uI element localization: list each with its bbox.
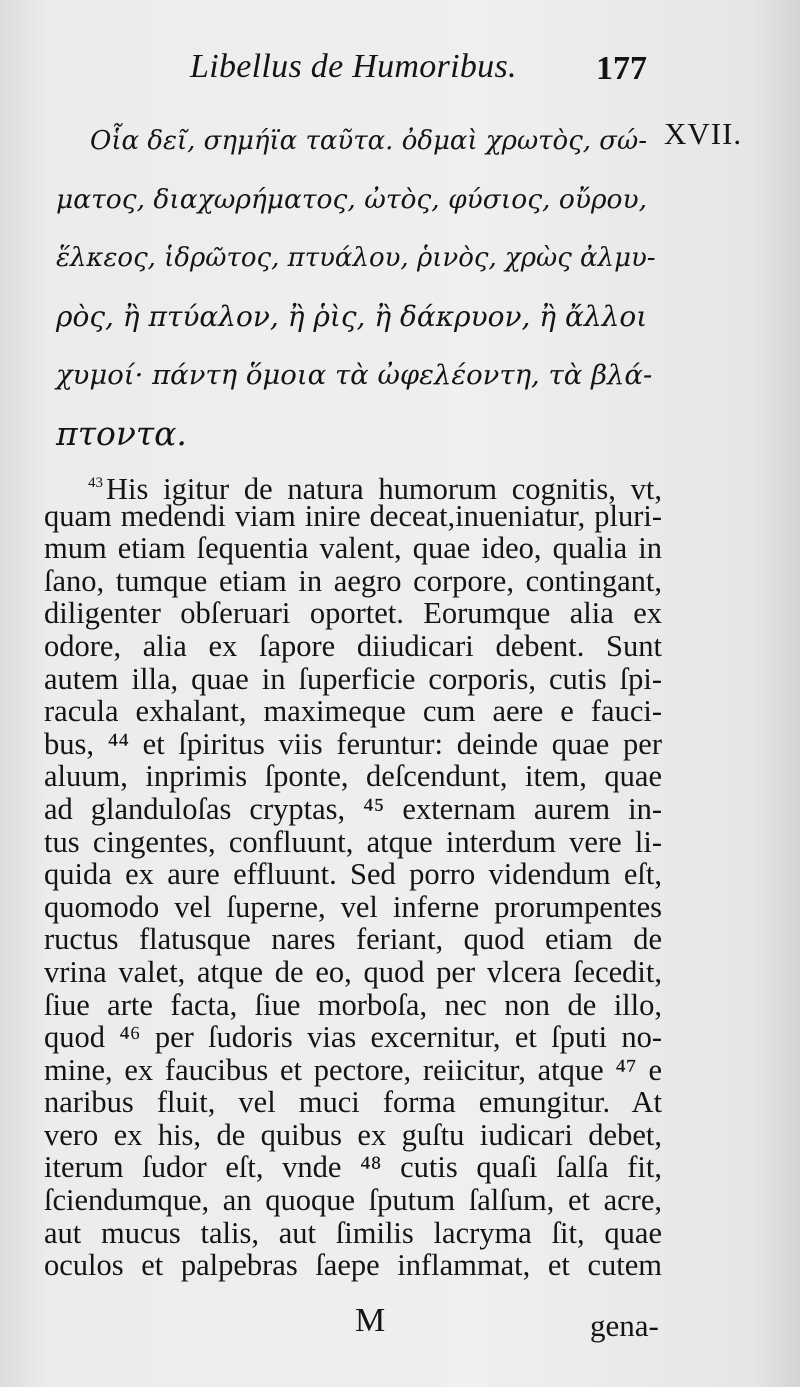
latin-line: quod ⁴⁶ per ſudoris vias excernitur, et ſputi no-	[44, 1020, 662, 1055]
greek-line: ρὸς, ἢ πτύαλον, ἢ ῥὶς, ἢ δάκρυον, ἢ ἄλλοι	[56, 299, 648, 333]
latin-line: ad glanduloſas cryptas, ⁴⁵ externam aurem in-	[44, 791, 662, 826]
latin-line: ſiue arte facta, ſiue morboſa, nec non de illo,	[44, 987, 662, 1022]
latin-line: diligenter obſeruari oportet. Eorumque alia ex	[44, 596, 662, 631]
margin-section-number: XVII.	[664, 116, 743, 151]
latin-line: ructus flatusque nares feriant, quod etiam de	[44, 922, 662, 957]
greek-line: ἕλκεος, ἱδρῶτος, πτυάλου, ῥινὸς, χρὼς ἀλμυ-	[56, 243, 656, 273]
latin-line: vero ex his, de quibus ex guſtu iudicari debet,	[44, 1117, 662, 1152]
latin-line: ſano, tumque etiam in aegro corpore, contingant,	[44, 563, 662, 598]
latin-line: oculos et palpebras ſaepe inflammat, et cutem	[44, 1248, 662, 1283]
greek-line: πτοντα.	[56, 413, 187, 453]
latin-line-text: His igitur de natura humorum cognitis, vt,	[106, 472, 662, 506]
latin-line: tus cingentes, confluunt, atque interdum vere li-	[44, 824, 662, 859]
latin-line: ſciendumque, an quoque ſputum ſalſum, et acre,	[44, 1183, 662, 1218]
latin-line: iterum ſudor eſt, vnde ⁴⁸ cutis quaſi ſalſa fit,	[44, 1150, 662, 1185]
greek-passage	[56, 112, 656, 463]
latin-line: autem illa, quae in ſuperficie corporis, cutis ſpi-	[44, 661, 662, 696]
latin-line: vrina valet, atque de eo, quod per vlcera ſecedit,	[44, 954, 662, 989]
greek-line: χυμοί· πάντη ὅμοια τὰ ὠφελέοντη, τὰ βλά-	[56, 359, 653, 391]
greek-line: Οἷα δεῖ, σημήϊα ταῦτα. ὀδμαὶ χρωτὸς, σώ-	[90, 126, 648, 156]
latin-line: odore, alia ex ſapore diiudicari debent. Sunt	[44, 628, 662, 663]
page-number: 177	[596, 50, 647, 87]
latin-line: quam medendi viam inire deceat,inueniatur, pluri-	[44, 498, 662, 533]
greek-line: ματος, διαχωρήματος, ὠτὸς, φύσιος, οὔρου,	[56, 183, 648, 215]
latin-line: quomodo vel ſuperne, vel inferne prorumpentes	[44, 889, 662, 924]
latin-line: naribus fluit, vel muci forma emungitur. At	[44, 1085, 662, 1120]
footnote-marker: 43	[88, 475, 103, 491]
latin-line: aluum, inprimis ſponte, deſcendunt, item, quae	[44, 759, 662, 794]
latin-line: bus, ⁴⁴ et ſpiritus viis feruntur: deinde quae per	[44, 726, 662, 761]
latin-line: quida ex aure effluunt. Sed porro videndum eſt,	[44, 857, 662, 892]
latin-line: racula exhalant, maximeque cum aere e fauci-	[44, 694, 662, 729]
running-head-title: Libellus de Humoribus.	[190, 48, 517, 85]
latin-line: aut mucus talis, aut ſimilis lacryma ſit, quae	[44, 1215, 662, 1250]
latin-line: mine, ex faucibus et pectore, reiicitur, atque ⁴⁷ e	[44, 1052, 662, 1087]
latin-line: mum etiam ſequentia valent, quae ideo, qualia in	[44, 531, 662, 566]
latin-line-first	[44, 467, 662, 506]
signature-mark: M	[355, 1302, 386, 1339]
catchword: gena-	[590, 1308, 659, 1343]
latin-commentary	[44, 467, 662, 1282]
